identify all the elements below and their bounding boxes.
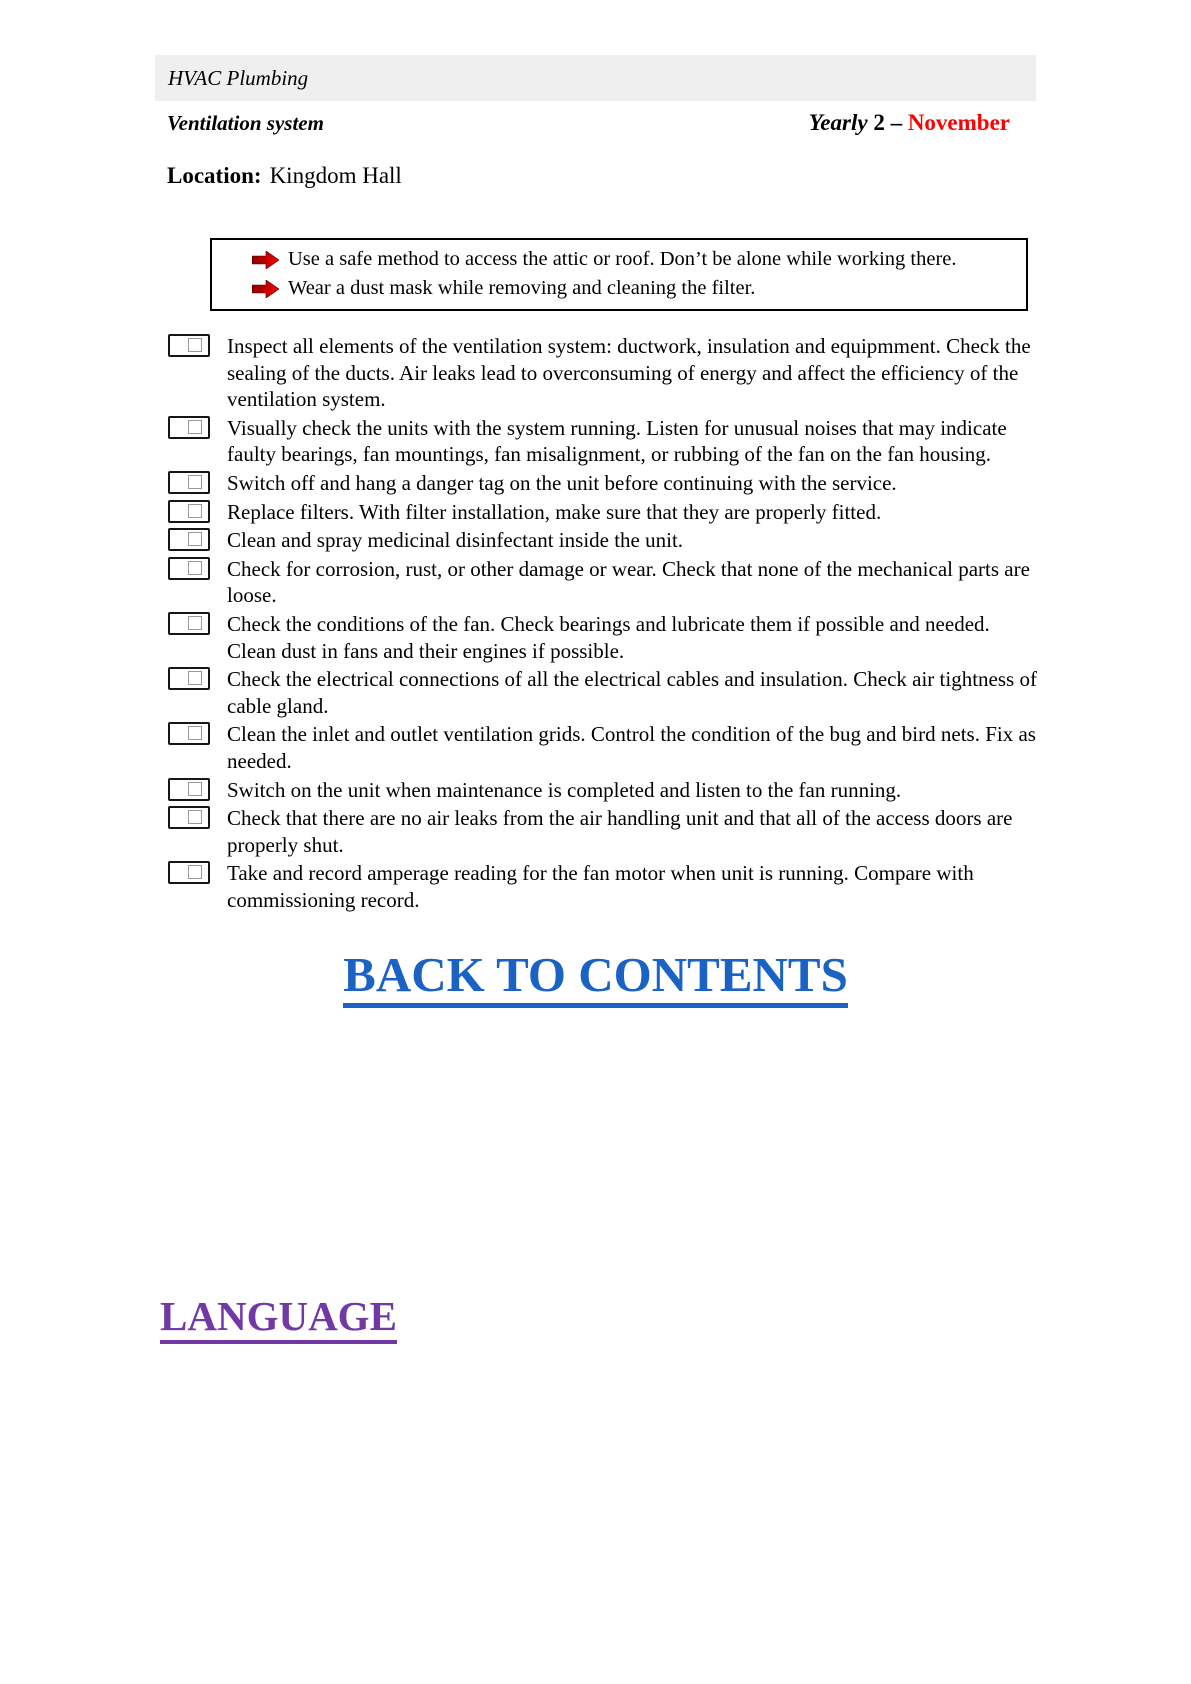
checkbox-icon[interactable] — [168, 528, 210, 551]
checklist-item — [160, 556, 1042, 609]
checkbox-inner-glyph — [188, 810, 202, 824]
checklist-item — [160, 805, 1042, 858]
red-arrow-icon — [252, 251, 279, 269]
header-band — [155, 55, 1036, 101]
checklist-item — [160, 860, 1042, 913]
schedule-label — [809, 110, 1010, 136]
checklist-item — [160, 333, 1042, 413]
checklist-item — [160, 721, 1042, 774]
checkbox-icon[interactable] — [168, 667, 210, 690]
checklist-item — [160, 499, 1042, 526]
checkbox-inner-glyph — [188, 338, 202, 352]
warning-row — [252, 274, 1014, 303]
checklist-item-text: Clean and spray medicinal disinfectant inside the unit. — [227, 528, 684, 553]
checkbox-icon[interactable] — [168, 806, 210, 829]
checkbox-inner-glyph — [188, 726, 202, 740]
location-row — [167, 163, 402, 189]
checklist-item-text: Take and record amperage reading for the fan motor when unit is running. Compare with commissioning record. — [227, 861, 974, 912]
checklist-item — [160, 470, 1042, 497]
checkbox-icon[interactable] — [168, 778, 210, 801]
safety-warning-box — [210, 238, 1028, 311]
back-to-contents-link[interactable]: BACK TO CONTENTS — [343, 947, 848, 1008]
schedule-month: November — [907, 110, 1010, 135]
schedule-yearly: Yearly — [808, 110, 868, 135]
checkbox-inner-glyph — [188, 504, 202, 518]
warning-row — [252, 245, 1014, 274]
back-to-contents-wrap — [155, 946, 1036, 1003]
checklist-item-text: Visually check the units with the system running. Listen for unusual noises that may indicate faulty bearings, fan mountings, fan misalignment, or rubbing of the fan on the fan housing. — [227, 415, 1007, 467]
checklist-item — [160, 415, 1042, 468]
checklist-item — [160, 666, 1042, 719]
checklist-item-text: Check the conditions of the fan. Check bearings and lubricate them if possible and needed. Clean dust in fans and their engines if possible. — [227, 611, 990, 663]
checklist-item-text: Switch on the unit when maintenance is completed and listen to the fan running. — [227, 777, 902, 802]
checkbox-icon[interactable] — [168, 471, 210, 494]
checklist-item-text: Inspect all elements of the ventilation system: ductwork, insulation and equipmment. Check the sealing of the ducts. Air leaks lead to overconsuming of energy and affect the efficiency of the ventilation system. — [227, 334, 1031, 412]
document-category-title: HVAC Plumbing — [168, 65, 309, 90]
checklist-item — [160, 611, 1042, 664]
warning-text: Wear a dust mask while removing and cleaning the filter. — [288, 277, 756, 299]
warning-text: Use a safe method to access the attic or roof. Don’t be alone while working there. — [288, 248, 957, 270]
subheader-row — [167, 110, 1010, 136]
checklist-item-text: Check the electrical connections of all the electrical cables and insulation. Check air tightness of cable gland. — [227, 667, 1037, 718]
section-title: Ventilation system — [167, 111, 324, 135]
checklist-item-text: Replace filters. With filter installation, make sure that they are properly fitted. — [227, 499, 882, 524]
location-value: Kingdom Hall — [269, 163, 402, 188]
checkbox-icon[interactable] — [168, 500, 210, 523]
checkbox-inner-glyph — [188, 475, 202, 489]
language-wrap — [160, 1292, 397, 1340]
checklist-item-text: Check that there are no air leaks from the air handling unit and that all of the access doors are properly shut. — [227, 806, 1013, 857]
checkbox-inner-glyph — [188, 532, 202, 546]
location-label: Location: — [167, 163, 262, 188]
checkbox-inner-glyph — [188, 561, 202, 575]
checklist-item-text: Clean the inlet and outlet ventilation grids. Control the condition of the bug and bird nets. Fix as needed. — [227, 722, 1036, 773]
checkbox-icon[interactable] — [168, 722, 210, 745]
maintenance-checklist — [160, 333, 1042, 915]
checkbox-icon[interactable] — [168, 416, 210, 439]
checkbox-inner-glyph — [188, 782, 202, 796]
checklist-item-text: Check for corrosion, rust, or other damage or wear. Check that none of the mechanical parts are loose. — [227, 556, 1030, 608]
language-link[interactable]: LANGUAGE — [160, 1293, 397, 1344]
checklist-item-text: Switch off and hang a danger tag on the unit before continuing with the service. — [227, 470, 897, 495]
checkbox-inner-glyph — [188, 671, 202, 685]
checkbox-inner-glyph — [188, 420, 202, 434]
checklist-item — [160, 527, 1042, 554]
red-arrow-icon — [252, 280, 279, 298]
checkbox-icon[interactable] — [168, 861, 210, 884]
checklist-item — [160, 777, 1042, 804]
checkbox-icon[interactable] — [168, 612, 210, 635]
checklist-items — [160, 333, 1042, 913]
checkbox-inner-glyph — [188, 616, 202, 630]
schedule-number: 2 – — [867, 110, 908, 135]
checkbox-icon[interactable] — [168, 334, 210, 357]
checkbox-inner-glyph — [188, 865, 202, 879]
checkbox-icon[interactable] — [168, 557, 210, 580]
